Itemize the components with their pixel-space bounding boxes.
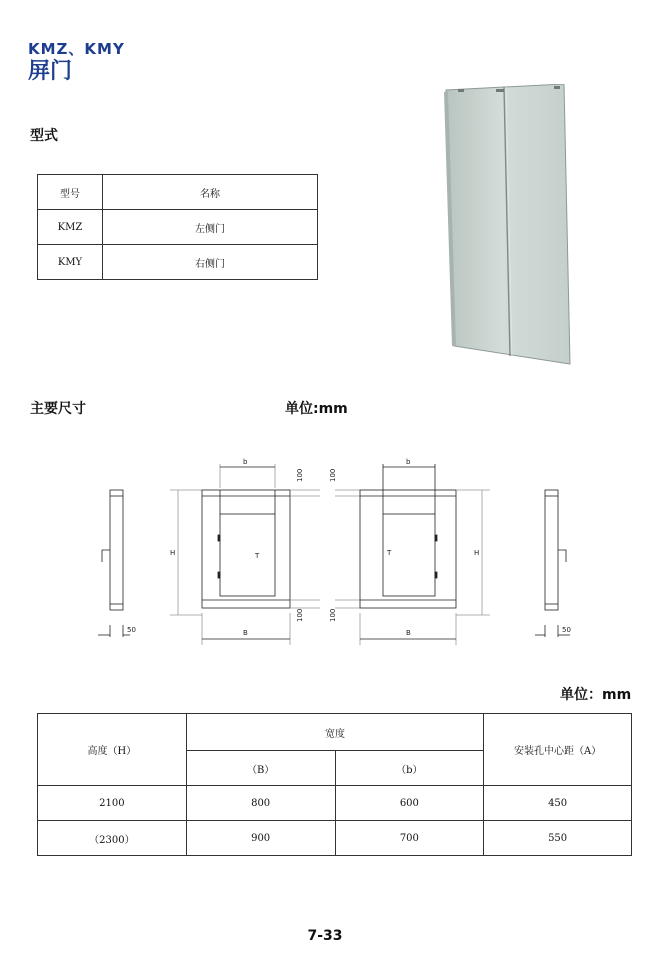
unit-label-bottom: 单位：mm [560,687,632,703]
model-cell: KMY [38,245,103,280]
right-height-label: H [474,549,480,557]
width-B-subheader: （B） [186,751,335,786]
width-header: 宽度 [186,714,483,751]
width-b-cell: 700 [335,821,484,856]
width-B-cell: 800 [186,786,335,821]
left-top-offset-label: 100 [296,468,304,482]
left-inner-width-label: b [243,458,248,466]
name-header: 名称 [103,175,318,210]
side-depth-label: 50 [127,626,136,634]
side-depth-label-right: 50 [562,626,571,634]
page-number: 7-33 [307,928,343,944]
mount-distance-cell: 450 [484,786,632,821]
left-door-t-label: T [255,552,260,560]
unit-label: 单位:mm [285,401,348,417]
mount-distance-cell: 550 [484,821,632,856]
right-door-frame [360,490,456,608]
mount-distance-header: 安装孔中心距（A） [484,714,632,786]
table-row [38,210,318,245]
height-cell: （2300） [38,821,187,856]
table-row [38,175,318,210]
table-row [38,786,632,821]
door-dimension-drawing [90,450,590,650]
width-b-cell: 600 [335,786,484,821]
height-header: 高度（H） [38,714,187,786]
table-row [38,245,318,280]
left-bottom-offset-label: 100 [296,608,304,622]
section-dimensions-heading: 主要尺寸 [30,401,86,417]
left-width-label: B [243,629,248,637]
model-table [37,174,318,280]
product-code-title: KMZ、KMY [28,40,125,58]
right-door-t-label: T [387,549,392,557]
dimension-table [37,713,632,856]
model-cell: KMZ [38,210,103,245]
right-width-label: B [406,629,411,637]
right-inner-width-label: b [406,458,411,466]
right-side-view [545,490,558,610]
model-header: 型号 [38,175,103,210]
section-type-heading: 型式 [30,128,58,144]
name-cell: 右侧门 [103,245,318,280]
left-height-label: H [170,549,176,557]
door-panel-photo [440,84,590,374]
left-door-window [220,514,275,596]
table-row [38,714,632,751]
name-cell: 左侧门 [103,210,318,245]
width-B-cell: 900 [186,821,335,856]
right-top-offset-label: 100 [329,468,337,482]
width-b-subheader: （b） [335,751,484,786]
right-bottom-offset-label: 100 [329,608,337,622]
left-side-view [110,490,123,610]
left-door-frame [202,490,290,608]
table-row [38,821,632,856]
product-name-title: 屏门 [28,59,73,84]
height-cell: 2100 [38,786,187,821]
